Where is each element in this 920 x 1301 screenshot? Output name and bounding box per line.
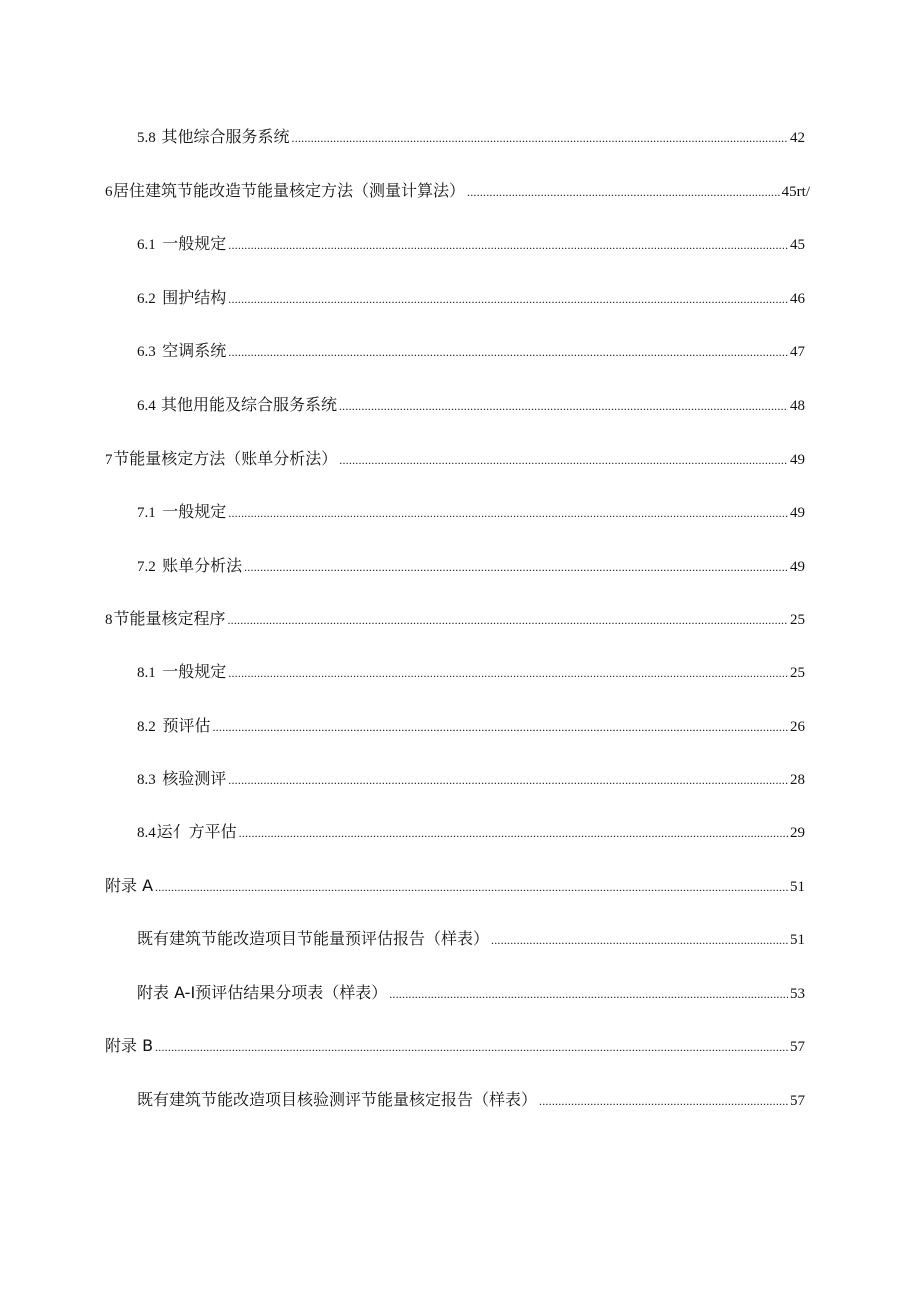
- toc-entry-6-3[interactable]: [137, 338, 805, 364]
- toc-page-number: 28: [790, 772, 805, 788]
- toc-page-number: 53: [790, 986, 805, 1002]
- toc-dot-leader: [227, 607, 788, 633]
- toc-dot-leader: [292, 125, 788, 151]
- toc-page-number: 49: [790, 452, 805, 468]
- toc-entry-number: 6: [105, 184, 113, 200]
- toc-entry-title: 居住建筑节能改造节能量核定方法（测量计算法）: [113, 181, 466, 200]
- toc-dot-leader: [155, 874, 788, 900]
- toc-entry-number: 8.3: [137, 772, 156, 788]
- toc-entry-title: 一般规定: [162, 502, 227, 521]
- toc-dot-leader: [228, 500, 788, 526]
- toc-entry-title: 一般规定: [162, 234, 227, 253]
- toc-entry-title: 运亻方平估: [156, 822, 237, 841]
- toc-dot-leader: [467, 179, 780, 205]
- toc-entry-title: 账单分析法: [162, 556, 243, 575]
- toc-entry-number: 6.1: [137, 237, 156, 253]
- toc-entry-appendix-a-report[interactable]: [137, 926, 805, 952]
- toc-page-number: 49: [790, 559, 805, 575]
- toc-entry-number: 8.4: [137, 825, 156, 841]
- toc-dot-leader: [228, 339, 788, 365]
- toc-entry-6[interactable]: [105, 178, 810, 204]
- toc-entry-appendix-b[interactable]: [105, 1033, 805, 1059]
- toc-dot-leader: [491, 927, 788, 953]
- toc-entry-title: 预评估结果分项表（样表）: [195, 983, 388, 1002]
- toc-entry-title: 既有建筑节能改造项目节能量预评估报告（样表）: [137, 929, 490, 948]
- toc-page-number: 26: [790, 719, 805, 735]
- toc-page-number: 29: [790, 825, 805, 841]
- toc-dot-leader: [228, 767, 788, 793]
- toc-entry-7-2[interactable]: [137, 553, 805, 579]
- toc-entry-6-2[interactable]: [137, 285, 805, 311]
- toc-page-number: 25: [790, 665, 805, 681]
- toc-entry-number: 5.8: [137, 130, 156, 146]
- toc-entry-appendix-b-report[interactable]: [137, 1087, 805, 1113]
- toc-entry-8-1[interactable]: [137, 659, 805, 685]
- toc-entry-title: 预评估: [162, 716, 211, 735]
- toc-page-number: 57: [790, 1093, 805, 1109]
- toc-entry-title: 附录 B: [105, 1036, 154, 1055]
- toc-entry-title: 节能量核定方法（账单分析法）: [113, 449, 338, 468]
- toc-page-number: 51: [790, 879, 805, 895]
- toc-entry-number: 附表 A-I: [137, 983, 196, 1002]
- toc-entry-7[interactable]: [105, 446, 805, 472]
- toc-entry-6-4[interactable]: [137, 392, 805, 418]
- toc-dot-leader: [244, 554, 788, 580]
- toc-dot-leader: [239, 820, 788, 846]
- toc-entry-title: 节能量核定程序: [113, 609, 226, 628]
- toc-entry-6-1[interactable]: [137, 231, 805, 257]
- toc-entry-title: 其他综合服务系统: [161, 127, 290, 146]
- toc-dot-leader: [228, 232, 788, 258]
- toc-entry-title: 一般规定: [162, 662, 227, 681]
- toc-entry-number: 7.2: [137, 559, 156, 575]
- toc-entry-number: 6.3: [137, 344, 156, 360]
- toc-dot-leader: [539, 1088, 788, 1114]
- toc-dot-leader: [339, 393, 788, 419]
- toc-entry-title: 既有建筑节能改造项目核验测评节能量核定报告（样表）: [137, 1090, 538, 1109]
- toc-entry-5-8[interactable]: [137, 124, 805, 150]
- toc-dot-leader: [155, 1034, 788, 1060]
- toc-entry-appendix-a[interactable]: [105, 873, 805, 899]
- toc-dot-leader: [339, 447, 788, 473]
- toc-entry-title: 围护结构: [162, 288, 227, 307]
- toc-entry-8-3[interactable]: [137, 766, 805, 792]
- toc-entry-title: 其他用能及综合服务系统: [160, 395, 337, 414]
- toc-page-number: 47: [790, 344, 805, 360]
- toc-dot-leader: [228, 660, 788, 686]
- toc-entry-title: 核验测评: [162, 769, 227, 788]
- toc-entry-appendix-table-a1[interactable]: [137, 980, 805, 1006]
- toc-page-number: 51: [790, 932, 805, 948]
- toc-entry-7-1[interactable]: [137, 499, 805, 525]
- toc-page-number: 25: [790, 612, 805, 628]
- toc-page-number: 45rt/: [781, 184, 810, 200]
- toc-entry-number: 6.2: [137, 291, 156, 307]
- toc-entry-8-2[interactable]: [137, 713, 805, 739]
- toc-page-number: 49: [790, 505, 805, 521]
- toc-dot-leader: [389, 981, 788, 1007]
- toc-entry-number: 8.2: [137, 719, 156, 735]
- toc-entry-8[interactable]: [105, 606, 805, 632]
- toc-page-number: 46: [790, 291, 805, 307]
- toc-page-number: 57: [790, 1039, 805, 1055]
- toc-page-number: 48: [790, 398, 805, 414]
- toc-entry-number: 8: [105, 612, 113, 628]
- toc-page-number: 42: [790, 130, 805, 146]
- toc-entry-8-4[interactable]: [137, 819, 805, 845]
- toc-entry-title: 空调系统: [162, 341, 227, 360]
- toc-entry-number: 7.1: [137, 505, 156, 521]
- toc-dot-leader: [228, 286, 788, 312]
- toc-entry-number: 7: [105, 452, 113, 468]
- toc-dot-leader: [212, 714, 788, 740]
- toc-page-number: 45: [790, 237, 805, 253]
- toc-entry-title: 附录 A: [105, 876, 154, 895]
- toc-entry-number: 6.4: [137, 398, 156, 414]
- toc-entry-number: 8.1: [137, 665, 156, 681]
